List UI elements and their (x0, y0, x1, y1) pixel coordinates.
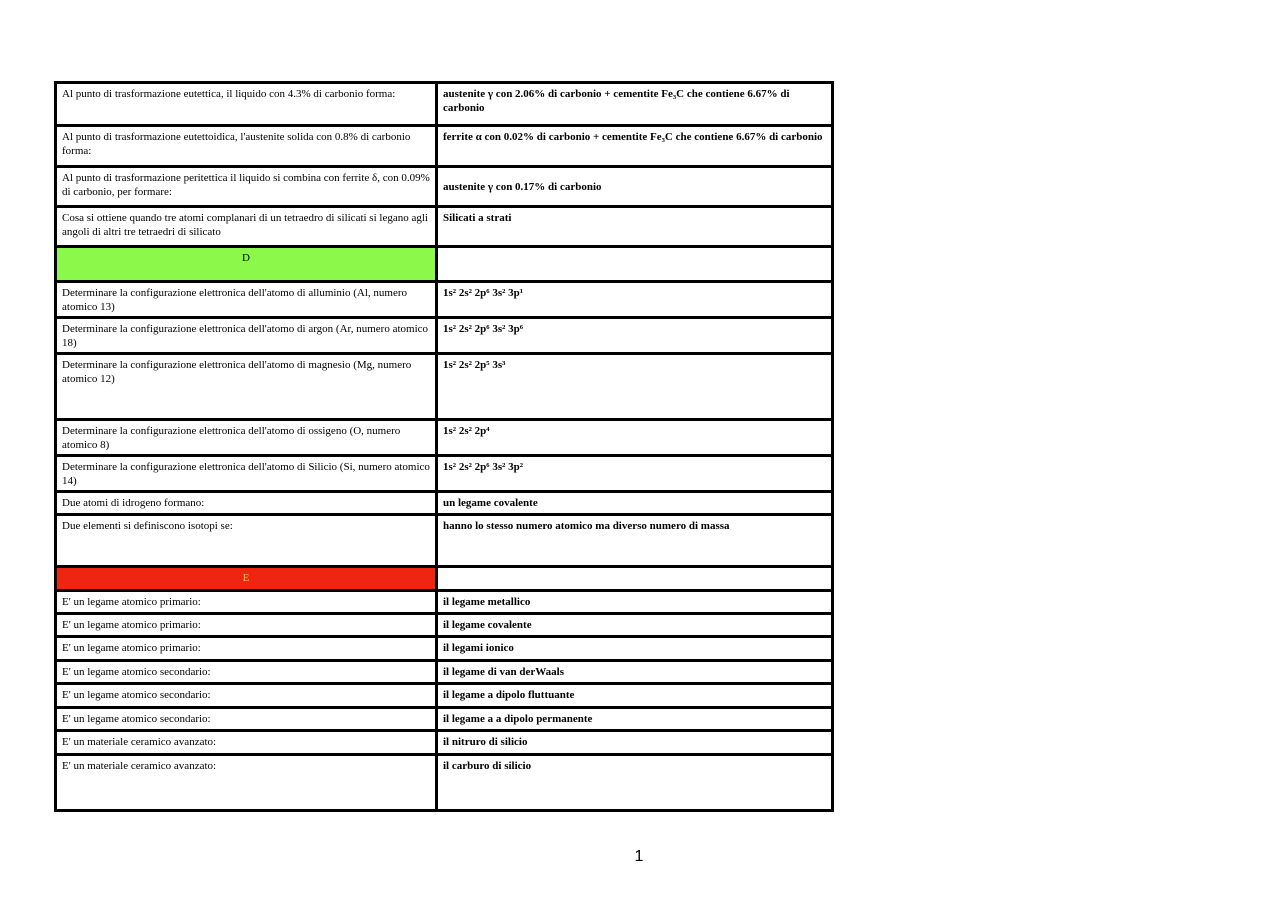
answer-cell: Silicati a strati (437, 207, 833, 247)
question-cell: Determinare la configurazione elettronica dell'atomo di Silicio (Si, numero atomico 14) (56, 456, 437, 492)
table-row (56, 661, 833, 684)
table-row (56, 318, 833, 354)
question-cell: E' un legame atomico primario: (56, 591, 437, 614)
answer-cell: il carburo di silicio (437, 755, 833, 811)
answer-cell: il legami ionico (437, 637, 833, 661)
section-label-e: E (56, 567, 437, 591)
table-row (56, 167, 833, 207)
question-cell: Determinare la configurazione elettronica dell'atomo di magnesio (Mg, numero atomico 12) (56, 354, 437, 420)
answer-cell: il legame metallico (437, 591, 833, 614)
table-row (56, 492, 833, 515)
question-cell: E' un legame atomico secondario: (56, 661, 437, 684)
question-cell: Due atomi di idrogeno formano: (56, 492, 437, 515)
answer-cell: hanno lo stesso numero atomico ma diverso numero di massa (437, 515, 833, 567)
question-cell: E' un materiale ceramico avanzato: (56, 731, 437, 755)
section-header-row (56, 247, 833, 282)
answer-cell: austenite γ con 2.06% di carbonio + cementite Fe₃C che contiene 6.67% di carbonio (437, 83, 833, 126)
answer-cell: il legame covalente (437, 614, 833, 637)
table-row (56, 637, 833, 661)
table-row (56, 420, 833, 456)
answer-cell: 1s² 2s² 2p⁵ 3s³ (437, 354, 833, 420)
table-row (56, 515, 833, 567)
answer-cell: il nitruro di silicio (437, 731, 833, 755)
table-row (56, 282, 833, 318)
table-row (56, 83, 833, 126)
answer-cell: ferrite α con 0.02% di carbonio + cementite Fe₃C che contiene 6.67% di carbonio (437, 126, 833, 167)
page-number: 1 (634, 848, 644, 865)
answer-cell: un legame covalente (437, 492, 833, 515)
table-row (56, 126, 833, 167)
question-cell: Al punto di trasformazione eutettica, il liquido con 4.3% di carbonio forma: (56, 83, 437, 126)
question-cell: Determinare la configurazione elettronica dell'atomo di alluminio (Al, numero atomico 13) (56, 282, 437, 318)
question-cell: Determinare la configurazione elettronica dell'atomo di ossigeno (O, numero atomico 8) (56, 420, 437, 456)
table-row (56, 207, 833, 247)
table-row (56, 614, 833, 637)
question-cell: E' un legame atomico secondario: (56, 708, 437, 731)
question-cell: E' un legame atomico primario: (56, 614, 437, 637)
table-row (56, 755, 833, 811)
section-header-row (56, 567, 833, 591)
answer-cell: 1s² 2s² 2p⁶ 3s² 3p⁶ (437, 318, 833, 354)
question-cell: Due elementi si definiscono isotopi se: (56, 515, 437, 567)
empty-cell (437, 247, 833, 282)
table-row (56, 456, 833, 492)
table-row (56, 591, 833, 614)
table-row (56, 354, 833, 420)
question-cell: Al punto di trasformazione eutettoidica, l'austenite solida con 0.8% di carbonio forma: (56, 126, 437, 167)
question-cell: Determinare la configurazione elettronica dell'atomo di argon (Ar, numero atomico 18) (56, 318, 437, 354)
question-cell: Al punto di trasformazione peritettica il liquido si combina con ferrite δ, con 0.09% di carbonio, per formare: (56, 167, 437, 207)
answer-cell: 1s² 2s² 2p⁶ 3s² 3p² (437, 456, 833, 492)
table-row (56, 708, 833, 731)
answer-cell: 1s² 2s² 2p⁶ 3s² 3p¹ (437, 282, 833, 318)
table-row (56, 684, 833, 708)
question-cell: Cosa si ottiene quando tre atomi complanari di un tetraedro di silicati si legano agli angoli di altri tre tetraedri di silicato (56, 207, 437, 247)
answer-cell: il legame a dipolo fluttuante (437, 684, 833, 708)
quiz-table (54, 81, 834, 812)
question-cell: E' un materiale ceramico avanzato: (56, 755, 437, 811)
section-label-d: D (56, 247, 437, 282)
answer-cell: il legame a a dipolo permanente (437, 708, 833, 731)
question-cell: E' un legame atomico secondario: (56, 684, 437, 708)
empty-cell (437, 567, 833, 591)
table-row (56, 731, 833, 755)
answer-cell: il legame di van derWaals (437, 661, 833, 684)
question-cell: E' un legame atomico primario: (56, 637, 437, 661)
answer-cell: 1s² 2s² 2p⁴ (437, 420, 833, 456)
answer-cell: austenite γ con 0.17% di carbonio (437, 167, 833, 207)
